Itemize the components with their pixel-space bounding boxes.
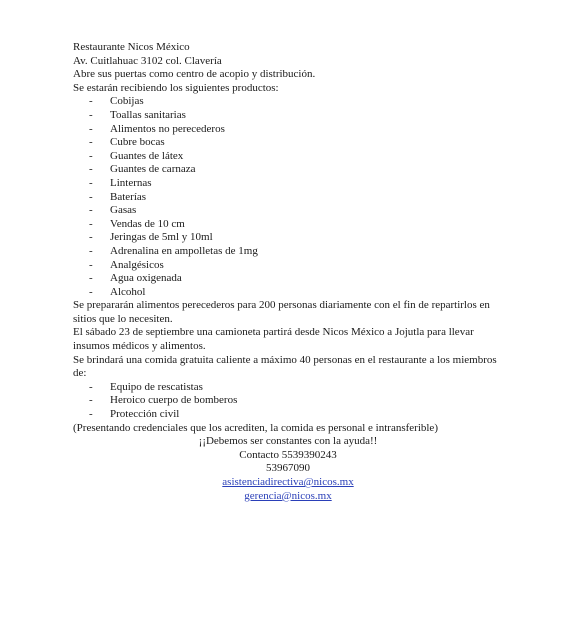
email-line-2 xyxy=(73,490,503,504)
product-item xyxy=(73,95,503,109)
list-dash: - xyxy=(89,272,93,285)
member-item-label: Equipo de rescatistas xyxy=(110,380,203,393)
product-item-label: Guantes de carnaza xyxy=(110,163,196,176)
list-dash: - xyxy=(89,394,93,407)
contact-phone-2: 53967090 xyxy=(266,462,310,475)
list-dash: - xyxy=(89,217,93,230)
list-dash: - xyxy=(89,136,93,149)
list-dash: - xyxy=(89,244,93,257)
product-item-label: Cubre bocas xyxy=(110,136,165,149)
member-item xyxy=(73,381,503,395)
product-item-label: Alimentos no perecederos xyxy=(110,122,225,135)
food-paragraph: Se prepararán alimentos perecederos para 200 personas diariamente con el fin de repartirlos en sitios que lo necesiten. xyxy=(73,299,490,325)
slogan: ¡¡Debemos ser constantes con la ayuda!! xyxy=(198,435,378,448)
email-line-1 xyxy=(73,476,503,490)
products-heading: Se estarán recibiendo los siguientes productos: xyxy=(73,81,279,94)
list-dash: - xyxy=(89,176,93,189)
list-dash: - xyxy=(89,190,93,203)
product-item-label: Baterías xyxy=(110,190,147,203)
member-item-label: Heroico cuerpo de bomberos xyxy=(110,394,238,407)
members-list xyxy=(73,381,503,422)
product-item-label: Gasas xyxy=(110,204,137,217)
email-link-asistencia[interactable]: asistenciadirectiva@nicos.mx xyxy=(222,476,354,488)
credentials-note: (Presentando credenciales que los acrediten, la comida es personal e intransferible) xyxy=(73,421,438,434)
list-dash: - xyxy=(89,149,93,162)
member-item xyxy=(73,408,503,422)
product-item-label: Toallas sanitarias xyxy=(110,108,186,121)
truck-paragraph: El sábado 23 de septiembre una camioneta partirá desde Nicos México a Jojutla para llevar insumos médicos y alimentos. xyxy=(73,326,474,353)
list-dash: - xyxy=(89,108,93,121)
product-item xyxy=(73,259,503,273)
product-item xyxy=(73,286,503,300)
restaurant-name: Restaurante Nicos México xyxy=(73,41,190,53)
intro-text: Abre sus puertas como centro de acopio y distribución. xyxy=(73,68,316,81)
list-dash: - xyxy=(89,163,93,176)
flyer-body xyxy=(73,41,503,503)
product-item xyxy=(73,136,503,150)
list-dash: - xyxy=(89,95,93,108)
list-dash: - xyxy=(89,122,93,135)
product-item-label: Agua oxigenada xyxy=(110,272,182,285)
product-item-label: Linternas xyxy=(110,176,152,189)
product-item-label: Analgésicos xyxy=(110,258,164,271)
product-item-label: Adrenalina en ampolletas de 1mg xyxy=(110,244,258,257)
list-dash: - xyxy=(89,380,93,393)
contact-phone: Contacto 5539390243 xyxy=(239,448,337,461)
product-item xyxy=(73,204,503,218)
product-item xyxy=(73,272,503,286)
member-item-label: Protección civil xyxy=(110,408,180,421)
product-item xyxy=(73,163,503,177)
list-dash: - xyxy=(89,258,93,271)
product-item-label: Guantes de látex xyxy=(110,149,184,162)
product-item xyxy=(73,123,503,137)
list-dash: - xyxy=(89,204,93,217)
product-item-label: Cobijas xyxy=(110,95,144,108)
product-item xyxy=(73,177,503,191)
list-dash: - xyxy=(89,285,93,298)
restaurant-address: Av. Cuitlahuac 3102 col. Clavería xyxy=(73,54,222,67)
product-item xyxy=(73,231,503,245)
product-item xyxy=(73,150,503,164)
product-item-label: Alcohol xyxy=(110,285,146,298)
product-item xyxy=(73,218,503,232)
product-item-label: Jeringas de 5ml y 10ml xyxy=(110,231,213,244)
products-list xyxy=(73,95,503,299)
product-item-label: Vendas de 10 cm xyxy=(110,217,185,230)
product-item xyxy=(73,109,503,123)
list-dash: - xyxy=(89,231,93,244)
email-link-gerencia[interactable]: gerencia@nicos.mx xyxy=(244,489,332,502)
product-item xyxy=(73,191,503,205)
member-item xyxy=(73,394,503,408)
free-meal-paragraph: Se brindará una comida gratuita caliente a máximo 40 personas en el restaurante a los miembros de: xyxy=(73,353,497,380)
list-dash: - xyxy=(89,408,93,421)
product-item xyxy=(73,245,503,259)
